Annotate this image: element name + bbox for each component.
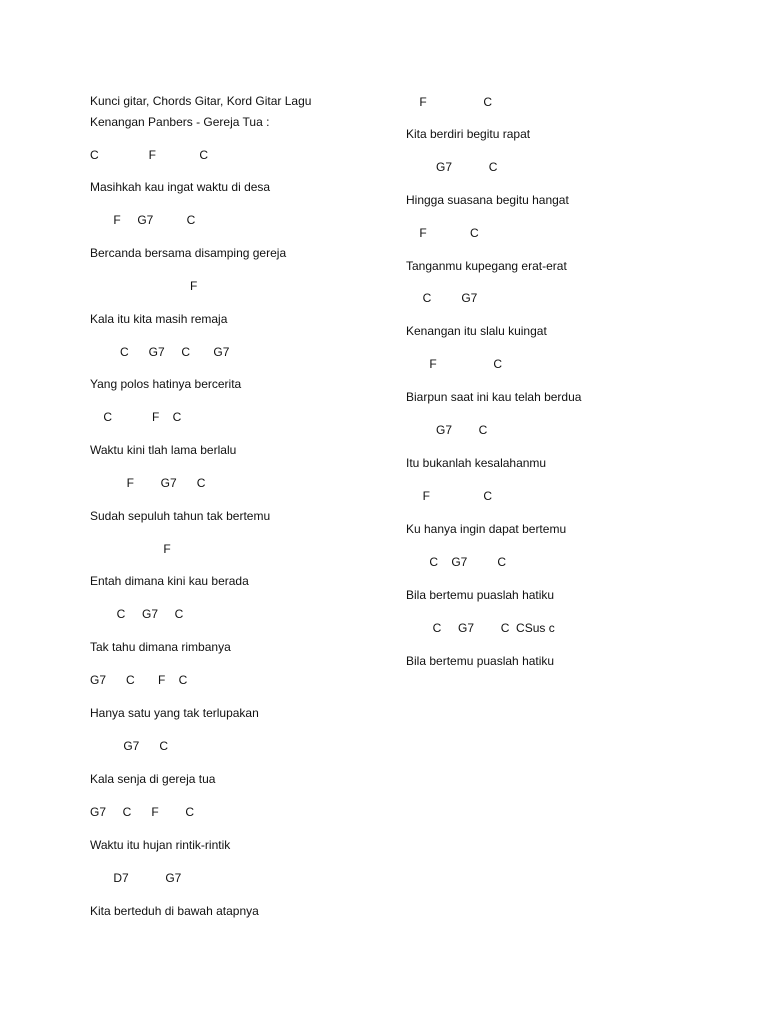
- chord-line: C G7: [406, 291, 478, 305]
- lyric-line: Bercanda bersama disamping gereja: [90, 246, 287, 260]
- chord-line: G7 C: [90, 739, 169, 753]
- song-title-line-1: Kunci gitar, Chords Gitar, Kord Gitar Lagu: [90, 94, 312, 108]
- lyric-line: Tak tahu dimana rimbanya: [90, 640, 231, 654]
- chord-line: F: [90, 279, 198, 293]
- lyric-line: Sudah sepuluh tahun tak bertemu: [90, 509, 271, 523]
- chord-line: C G7 C CSus c: [406, 621, 555, 635]
- lyric-line: Waktu kini tlah lama berlalu: [90, 443, 237, 457]
- lyric-line: Tanganmu kupegang erat-erat: [406, 259, 567, 273]
- lyric-line: Masihkah kau ingat waktu di desa: [90, 180, 271, 194]
- chord-line: C G7 C G7: [90, 345, 230, 359]
- chord-line: F: [90, 542, 171, 556]
- lyric-line: Hingga suasana begitu hangat: [406, 193, 569, 207]
- lyric-line: Kala itu kita masih remaja: [90, 312, 228, 326]
- chord-line: F G7 C: [90, 476, 206, 490]
- chord-line: F C: [406, 95, 493, 109]
- lyric-line: Bila bertemu puaslah hatiku: [406, 588, 555, 602]
- lyric-line: Entah dimana kini kau berada: [90, 574, 249, 588]
- chord-line: G7 C: [406, 423, 488, 437]
- chord-line: G7 C: [406, 160, 498, 174]
- lyric-line: Kita berdiri begitu rapat: [406, 127, 531, 141]
- chord-line: D7 G7: [90, 871, 182, 885]
- chord-line: F C: [406, 489, 493, 503]
- lyric-line: Yang polos hatinya bercerita: [90, 377, 242, 391]
- chord-line: C G7 C: [406, 555, 507, 569]
- lyric-line: Kala senja di gereja tua: [90, 772, 216, 786]
- lyric-line: Waktu itu hujan rintik-rintik: [90, 838, 231, 852]
- lyric-line: Bila bertemu puaslah hatiku: [406, 654, 555, 668]
- lyric-line: Biarpun saat ini kau telah berdua: [406, 390, 582, 404]
- chord-line: F C: [406, 357, 503, 371]
- lyric-line: Hanya satu yang tak terlupakan: [90, 706, 259, 720]
- chord-line: C G7 C: [90, 607, 184, 621]
- chord-line: F G7 C: [90, 213, 196, 227]
- chord-line: F C: [406, 226, 479, 240]
- lyric-line: Kenangan itu slalu kuingat: [406, 324, 547, 338]
- lyric-line: Kita berteduh di bawah atapnya: [90, 904, 259, 918]
- lyric-line: Ku hanya ingin dapat bertemu: [406, 522, 567, 536]
- song-title-line-2: Kenangan Panbers - Gereja Tua :: [90, 115, 270, 129]
- chord-line: G7 C F C: [90, 805, 195, 819]
- chord-line: C F C: [90, 410, 182, 424]
- chord-line: G7 C F C: [90, 673, 188, 687]
- chord-line: C F C: [90, 148, 209, 162]
- lyric-line: Itu bukanlah kesalahanmu: [406, 456, 547, 470]
